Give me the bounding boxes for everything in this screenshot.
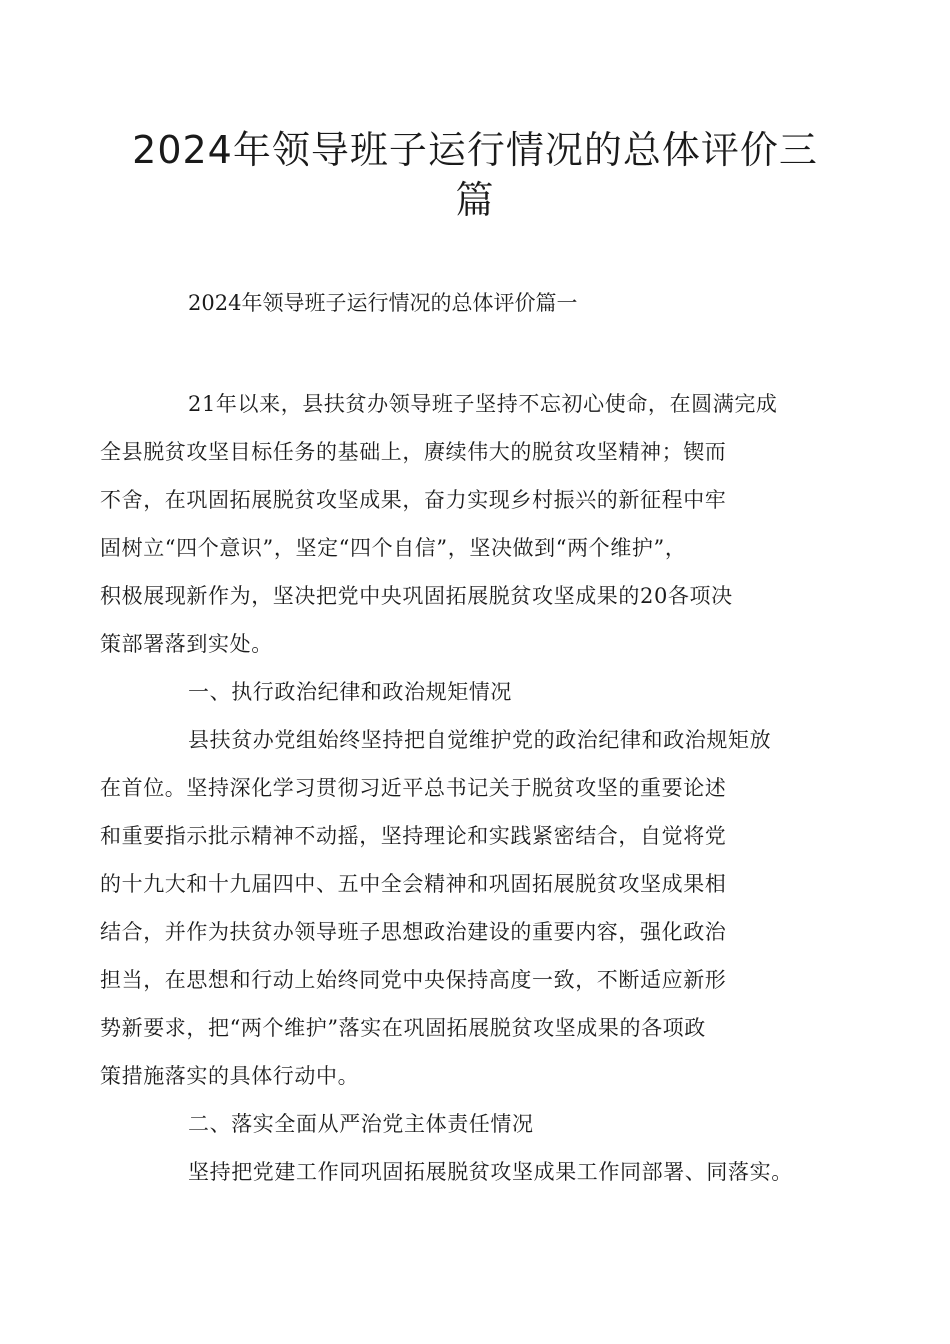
document-subtitle: 2024年领导班子运行情况的总体评价篇一 — [188, 291, 578, 315]
text-line: 担当，在思想和行动上始终同党中央保持高度一致，不断适应新形 — [100, 968, 727, 992]
text-line: 的十九大和十九届四中、五中全会精神和巩固拓展脱贫攻坚成果相 — [100, 872, 727, 896]
text-line: 21年以来，县扶贫办领导班子坚持不忘初心使命，在圆满完成 — [188, 392, 778, 416]
text-line: 策措施落实的具体行动中。 — [100, 1064, 360, 1088]
document-title: 2024年领导班子运行情况的总体评价三篇 — [132, 128, 818, 222]
text-line: 结合，并作为扶贫办领导班子思想政治建设的重要内容，强化政治 — [100, 920, 727, 944]
text-line: 势新要求，把“两个维护”落实在巩固拓展脱贫攻坚成果的各项政 — [100, 1016, 706, 1040]
text-line: 固树立“四个意识”，坚定“四个自信”，坚决做到“两个维护”， — [100, 536, 687, 560]
section-heading-1: 一、执行政治纪律和政治规矩情况 — [188, 680, 512, 704]
paragraph-intro — [100, 380, 824, 668]
text-line: 坚持把党建工作同巩固拓展脱贫攻坚成果工作同部署、同落实。 — [188, 1160, 793, 1184]
section-heading-2: 二、落实全面从严治党主体责任情况 — [188, 1112, 534, 1136]
document-body — [100, 380, 824, 1196]
text-line: 积极展现新作为，坚决把党中央巩固拓展脱贫攻坚成果的20各项决 — [100, 584, 733, 608]
text-line: 在首位。坚持深化学习贯彻习近平总书记关于脱贫攻坚的重要论述 — [100, 776, 727, 800]
paragraph-section-2 — [144, 1148, 824, 1196]
text-line: 策部署落到实处。 — [100, 632, 273, 656]
paragraph-section-1 — [100, 716, 824, 1100]
text-line: 和重要指示批示精神不动摇，坚持理论和实践紧密结合，自觉将党 — [100, 824, 727, 848]
text-line: 全县脱贫攻坚目标任务的基础上，赓续伟大的脱贫攻坚精神；锲而 — [100, 440, 727, 464]
text-line: 不舍，在巩固拓展脱贫攻坚成果，奋力实现乡村振兴的新征程中牢 — [100, 488, 727, 512]
text-line: 县扶贫办党组始终坚持把自觉维护党的政治纪律和政治规矩放 — [188, 728, 772, 752]
